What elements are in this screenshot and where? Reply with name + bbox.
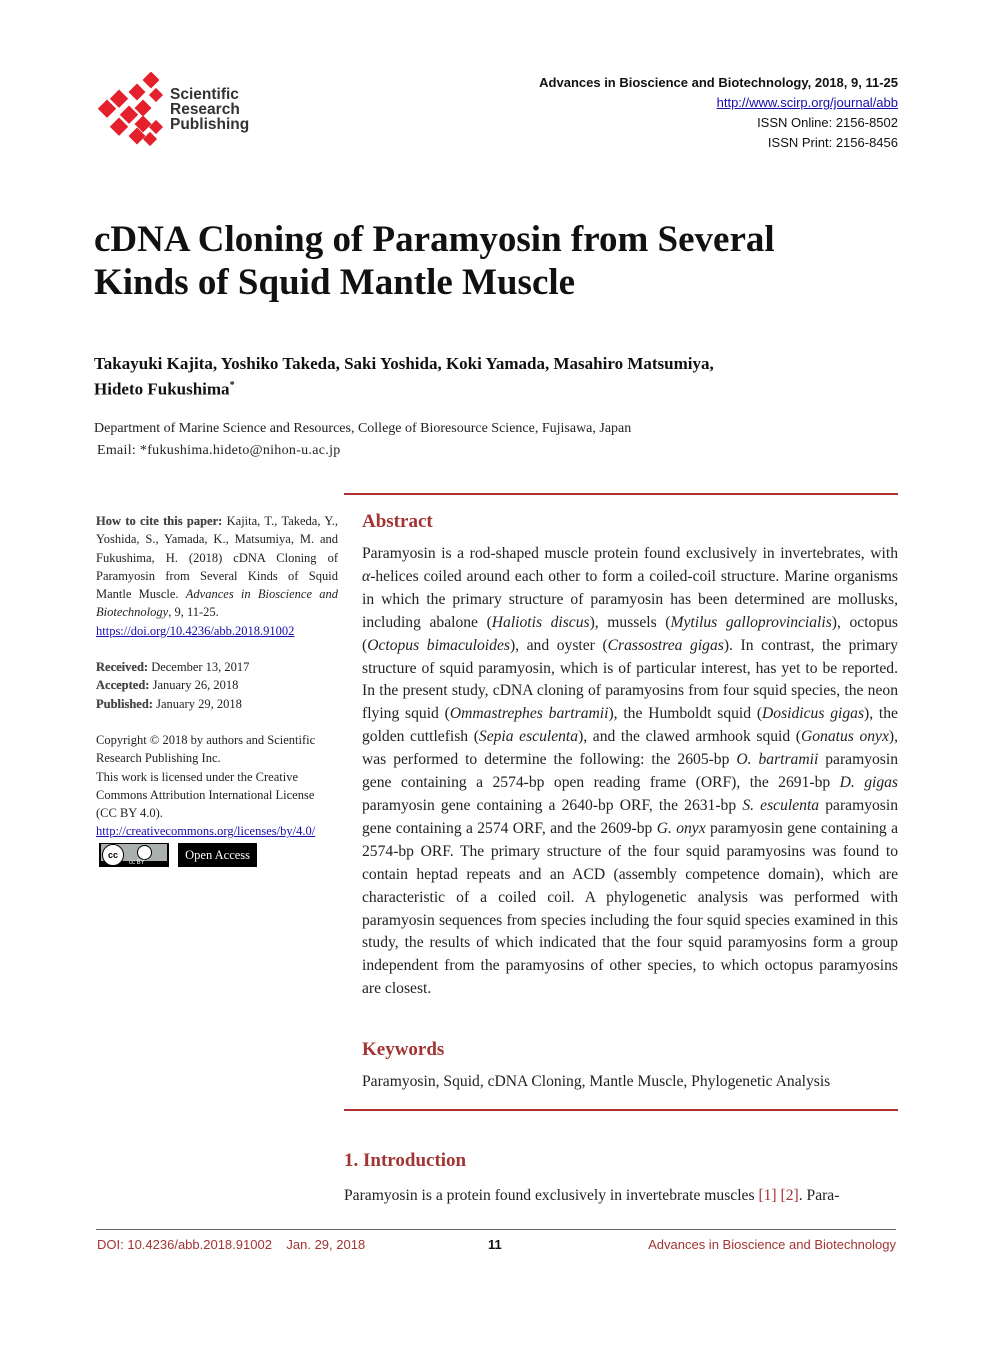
- affiliation-block: [94, 418, 631, 462]
- journal-url-link[interactable]: http://www.scirp.org/journal/abb: [716, 95, 898, 110]
- keywords-heading: Keywords: [362, 1039, 445, 1060]
- reference-link[interactable]: [1]: [758, 1187, 777, 1204]
- dates: [96, 658, 338, 713]
- footer-date: Jan. 29, 2018: [286, 1237, 366, 1252]
- logo-diamonds-icon: [97, 72, 167, 148]
- authors-line: Takayuki Kajita, Yoshiko Takeda, Saki Yoshida, Koki Yamada, Masahiro Matsumiya,: [94, 354, 714, 373]
- introduction-heading: 1. Introduction: [344, 1150, 467, 1171]
- species-name: α: [362, 567, 371, 585]
- received-date: December 13, 2017: [151, 660, 250, 675]
- keywords-text: Paramyosin, Squid, cDNA Cloning, Mantle Muscle, Phylogenetic Analysis: [362, 1073, 831, 1090]
- license-link[interactable]: http://creativecommons.org/licenses/by/4.0/: [96, 824, 316, 839]
- abstract-segment: ). In contrast, the primary structure of squid paramyosin, which is of particular interest, has yet to be reported. In the present study, cDNA cloning of paramyosins from four squid species, the neon flying squid (: [362, 636, 898, 723]
- logo-text: [170, 87, 249, 132]
- divider: [344, 493, 898, 495]
- abstract-segment: Paramyosin is a rod-shaped muscle protein found exclusively in invertebrates, with: [362, 545, 898, 562]
- cc-icon: cc: [102, 844, 124, 866]
- copyright: Copyright © 2018 by authors and Scientific Research Publishing Inc.: [96, 732, 316, 766]
- footer-rule: [96, 1229, 896, 1230]
- published-label: Published:: [96, 696, 153, 711]
- issn-online: ISSN Online: 2156-8502: [757, 115, 898, 130]
- species-name: Octopus bimaculoides: [367, 636, 510, 654]
- logo-line: Scientific: [170, 86, 239, 103]
- corresponding-mark: *: [229, 380, 235, 391]
- abstract-heading: Abstract: [362, 511, 433, 532]
- reference-link[interactable]: [2]: [780, 1187, 799, 1204]
- logo-line: Publishing: [170, 116, 250, 133]
- journal-header: [539, 73, 898, 153]
- cc-badge-text: cc BY: [129, 859, 145, 866]
- species-name: O. bartramii: [736, 751, 819, 769]
- abstract-segment: ), was performed to determine the following: the 2605-bp: [362, 728, 898, 769]
- cc-by-badge[interactable]: [99, 843, 169, 867]
- abstract-segment: paramyosin gene containing a 2640-bp ORF, the 2631-bp: [362, 796, 743, 814]
- title-line: cDNA Cloning of Paramyosin from Several: [94, 219, 775, 260]
- cite-journal: Advances in Bioscience and Biotechnology: [96, 587, 338, 620]
- abstract-segment: paramyosin gene containing a 2574-bp open reading frame (ORF), the 2691-bp: [362, 751, 898, 792]
- doi-link[interactable]: https://doi.org/10.4236/abb.2018.91002: [96, 623, 295, 638]
- species-name: Gonatus onyx: [801, 728, 889, 746]
- abstract-text: [362, 543, 898, 1001]
- published-date: January 29, 2018: [156, 696, 242, 711]
- authors-line: Hideto Fukushima: [94, 379, 230, 399]
- abstract-segment: ), the golden cuttlefish (: [362, 705, 898, 746]
- affiliation: Department of Marine Science and Resources, College of Bioresource Science, Fujisawa, Japan: [94, 421, 632, 436]
- species-name: Dosidicus gigas: [762, 705, 865, 723]
- sidebar: [96, 512, 338, 869]
- license-text: This work is licensed under the Creative Commons Attribution International License (CC BY 4.0).: [96, 769, 315, 821]
- species-name: Crassostrea gigas: [607, 636, 724, 654]
- accepted-date: January 26, 2018: [152, 678, 239, 693]
- abstract-segment: ), mussels (: [589, 613, 671, 631]
- species-name: S. esculenta: [742, 796, 820, 814]
- cite-tail: , 9, 11-25.: [168, 605, 219, 620]
- abstract-segment: ), octopus (: [362, 613, 898, 654]
- species-name: Mytilus galloprovincialis: [670, 613, 832, 631]
- title-line: Kinds of Squid Mantle Muscle: [94, 262, 576, 303]
- paper-title: [94, 218, 894, 304]
- abstract-segment: paramyosin gene containing a 2574-bp ORF. The primary structure of the four squid paramyosins was found to contain heptad repeats and an ACD (assembly competence domain), which are characteristic of a coiled coil. A phylogenetic analysis was performed with paramyosin sequences from species including the four squid species examined in this study, the results of which indicated that the four squid paramyosins form a group independent from the paramyosins of other species, to which octopus paramyosins are closest.: [362, 819, 898, 998]
- issn-print: ISSN Print: 2156-8456: [767, 135, 898, 150]
- intro-text: Paramyosin is a protein found exclusively in invertebrate muscles: [344, 1187, 759, 1204]
- badges: [96, 843, 338, 869]
- cite-text: Kajita, T., Takeda, Y., Yoshida, S., Yamada, K., Matsumiya, M. and Fukushima, H. (2018) cDNA Cloning of Paramyosin from Several Kinds of Squid Mantle Muscle.: [96, 514, 338, 602]
- species-name: Haliotis discus: [491, 613, 590, 631]
- species-name: Ommastrephes bartramii: [449, 705, 609, 723]
- divider: [344, 1109, 898, 1111]
- publisher-logo: [97, 72, 267, 148]
- footer-doi: [97, 1237, 365, 1252]
- abstract-segment: paramyosin gene containing a 2574 ORF, and the 2609-bp: [362, 796, 899, 837]
- footer-journal: Advances in Bioscience and Biotechnology: [648, 1237, 896, 1252]
- footer-doi-text: DOI: 10.4236/abb.2018.91002: [97, 1237, 272, 1252]
- citation: [96, 512, 338, 640]
- abstract-segment: -helices coiled around each other to form a coiled-coil structure. Marine organisms in which the primary structure of paramyosin has been determined are mollusks, including abalone (: [362, 567, 898, 631]
- species-name: D. gigas: [839, 774, 898, 792]
- abstract-segment: ), the Humboldt squid (: [608, 705, 763, 723]
- accepted-label: Accepted:: [96, 678, 150, 693]
- abstract-segment: ), and oyster (: [509, 636, 608, 654]
- journal-citation: Advances in Bioscience and Biotechnology, 2018, 9, 11-25: [539, 75, 898, 90]
- abstract-segment: ), and the clawed armhook squid (: [578, 728, 801, 746]
- cite-label: How to cite this paper:: [96, 514, 223, 528]
- introduction-text: [344, 1187, 898, 1205]
- intro-tail: . Para-: [798, 1187, 840, 1204]
- authors: [94, 353, 854, 401]
- page-number: 11: [488, 1237, 502, 1252]
- received-label: Received:: [96, 660, 149, 675]
- species-name: G. onyx: [656, 819, 706, 837]
- logo-line: Research: [170, 101, 240, 118]
- species-name: Sepia esculenta: [478, 728, 579, 746]
- open-access-badge[interactable]: Open Access: [178, 843, 257, 867]
- email: Email: *fukushima.hideto@nihon-u.ac.jp: [97, 443, 341, 458]
- license-block: [96, 731, 338, 841]
- by-person-icon: [137, 845, 152, 860]
